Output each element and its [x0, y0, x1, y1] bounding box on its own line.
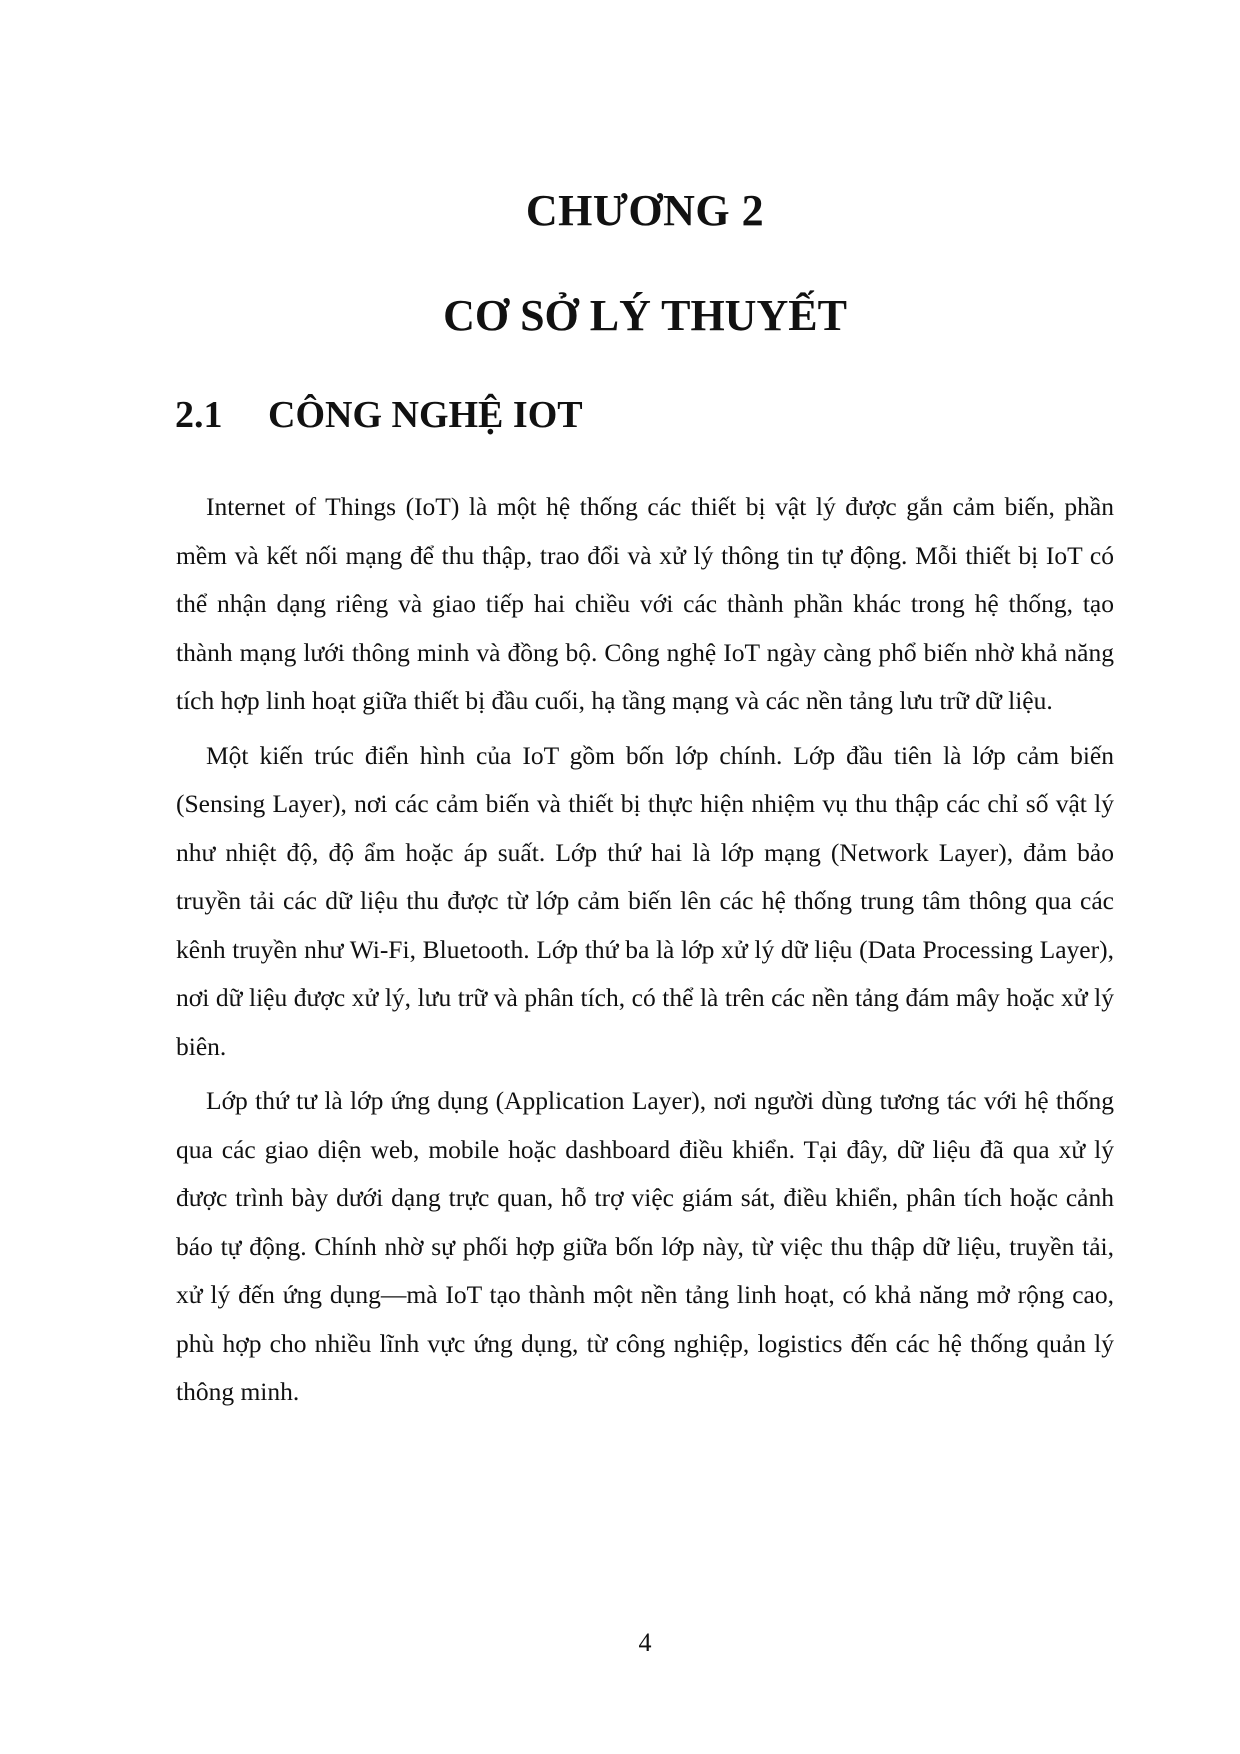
section-number: 2.1	[175, 394, 223, 436]
paragraph-application-layer: Lớp thứ tư là lớp ứng dụng (Application Layer), nơi người dùng tương tác với hệ thống qua các giao diện web, mobile hoặc dashboard điều khiển. Tại đây, dữ liệu đã qua xử lý được trình bày dưới dạng trực quan, hỗ trợ việc giám sát, điều khiển, phân tích hoặc cảnh báo tự động. Chính nhờ sự phối hợp giữa bốn lớp này, từ việc thu thập dữ liệu, truyền tải, xử lý đến ứng dụng—mà IoT tạo thành một nền tảng linh hoạt, có khả năng mở rộng cao, phù hợp cho nhiều lĩnh vực ứng dụng, từ công nghiệp, logistics đến các hệ thống quản lý thông minh.	[176, 1086, 1114, 1406]
section-heading	[175, 393, 583, 437]
chapter-number: CHƯƠNG 2	[525, 186, 765, 235]
page-number: 4	[638, 1628, 652, 1657]
body-text	[176, 483, 1114, 1423]
chapter-title: CƠ SỞ LÝ THUYẾT	[443, 291, 847, 340]
paragraph-iot-architecture: Một kiến trúc điển hình của IoT gồm bốn lớp chính. Lớp đầu tiên là lớp cảm biến (Sensing Layer), nơi các cảm biến và thiết bị thực hiện nhiệm vụ thu thập các chỉ số vật lý như nhiệt độ, độ ẩm hoặc áp suất. Lớp thứ hai là lớp mạng (Network Layer), đảm bảo truyền tải các dữ liệu thu được từ lớp cảm biến lên các hệ thống trung tâm thông qua các kênh truyền như Wi-Fi, Bluetooth. Lớp thứ ba là lớp xử lý dữ liệu (Data Processing Layer), nơi dữ liệu được xử lý, lưu trữ và phân tích, có thể là trên các nền tảng đám mây hoặc xử lý biên.	[176, 740, 1114, 1061]
section-title: CÔNG NGHỆ IOT	[268, 394, 583, 436]
paragraph-iot-definition: Internet of Things (IoT) là một hệ thống các thiết bị vật lý được gắn cảm biến, phần mềm và kết nối mạng để thu thập, trao đổi và xử lý thông tin tự động. Mỗi thiết bị IoT có thể nhận dạng riêng và giao tiếp hai chiều với các thành phần khác trong hệ thống, tạo thành mạng lưới thông minh và đồng bộ. Công nghệ IoT ngày càng phổ biến nhờ khả năng tích hợp linh hoạt giữa thiết bị đầu cuối, hạ tầng mạng và các nền tảng lưu trữ dữ liệu.	[176, 492, 1114, 715]
